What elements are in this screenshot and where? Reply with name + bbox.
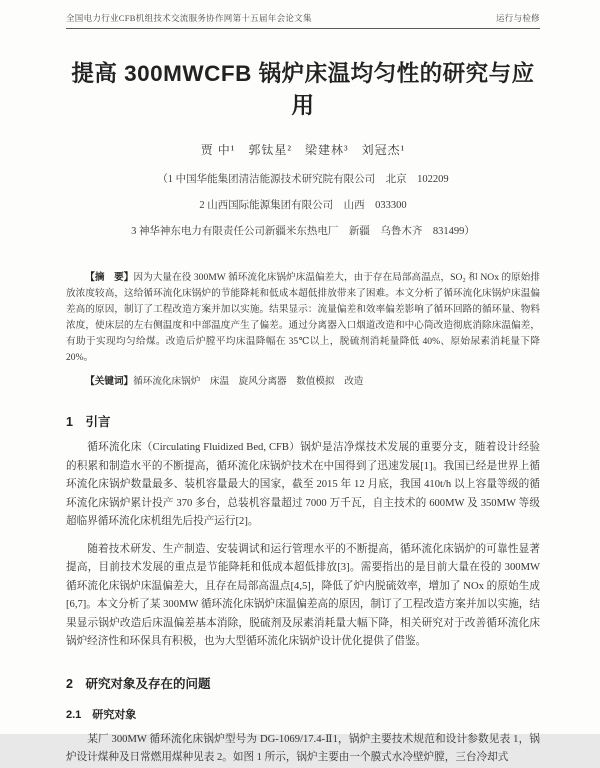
page-header <box>66 12 540 24</box>
section-1-paragraph-2: 随着技术研发、生产制造、安装调试和运行管理水平的不断提高，循环流化床锅炉的可靠性显著提高，目前技术发展的重点是节能降耗和低成本超低排放[3]。需要指出的是目前大量在役的 300MW 循环流化床锅炉床温偏差大，且存在局部高温点[4,5]，降低了炉内脱硫效率，增加了 NOx 的原始生成[6,7]。本文分析了某 300MW 循环流化床锅炉床温偏差高的原因，制订了工程改造方案并加以实施，结果显示锅炉改造后床温偏差基本消除，脱硫剂及尿素消耗量大幅下降，相关研究对于改善循环流化床锅炉经济性和环保具有积极，也为大型循环流化床锅炉设计优化提供了借鉴。 <box>66 543 540 647</box>
keywords-line <box>66 374 540 390</box>
section-2-1-heading: 2.1 研究对象 <box>66 708 137 721</box>
abstract-paragraph <box>66 270 540 366</box>
section-1-paragraph-1: 循环流化床（Circulating Fluidized Bed, CFB）锅炉是洁净煤技术发展的重要分支，随着设计经验的积累和制造水平的不断提高，循环流化床锅炉技术在中国得到了迅速发展[1]。我国已经是世界上循环流化床锅炉数量最多、装机容量最大的国家，截至 2015 年 12 月底，我国 410t/h 以上容量等级的循环流化床锅炉累计投产 370 多台，总装机容量超过 7000 万千瓦，自主技术的 600MW 及 350MW 等级超临界循环流化床机组先后投产运行[2]。 <box>66 442 540 527</box>
header-right-text: 运行与检修 <box>495 13 540 23</box>
header-divider <box>66 28 540 29</box>
affiliation-3: 3 神华神东电力有限责任公司新疆米东热电厂 新疆 乌鲁木齐 831499） <box>131 226 475 237</box>
affiliations-block <box>66 167 540 245</box>
affiliation-1: （1 中国华能集团清洁能源技术研究院有限公司 北京 102209 <box>157 174 449 185</box>
section-1-heading: 1 引言 <box>66 415 111 429</box>
paper-title: 提高 300MWCFB 锅炉床温均匀性的研究与应用 <box>71 61 535 118</box>
abstract-text: 因为大量在役 300MW 循环流化床锅炉床温偏差大，由于存在局部高温点，SO₂ 和 NOx 的原始排放浓度较高，这给循环流化床锅炉的节能降耗和低成本超低排放带来了困难。本文分析了循环流化床锅炉床温偏差高的原因，制订了工程改造方案并加以实施。结果显示：流量偏差和效率偏差影响了循环回路的循环量、物料浓度，使床层的左右侧温度和中部温度产生了偏差。通过分离器入口烟道改造和中心筒改造彻底消除床温偏差，有助于实现均匀给煤。改造后炉膛平均床温降幅在 35℃以上，脱硫剂消耗量降低 40%、原始尿素消耗量下降 20%。 <box>66 272 541 363</box>
section-2-1-paragraph-1: 某厂 300MW 循环流化床锅炉型号为 DG-1069/17.4-Ⅱ1，锅炉主要技术规范和设计参数见表 1，锅炉设计煤种及日常燃用煤种见表 2。如图 1 所示，锅炉主要由一个膜式水冷壁炉膛，三台冷却式 <box>66 733 540 763</box>
header-left-text: 全国电力行业CFB机组技术交流服务协作网第十五届年会论文集 <box>66 13 312 23</box>
authors-line: 贾 中¹ 郭钛星² 梁建林³ 刘冠杰¹ <box>200 143 406 157</box>
keywords-text: 循环流化床锅炉 床温 旋风分离器 数值模拟 改造 <box>133 376 364 387</box>
section-2-heading: 2 研究对象及存在的问题 <box>66 676 211 691</box>
keywords-label: 【关键词】 <box>85 376 134 387</box>
abstract-label: 【摘 要】 <box>85 272 134 283</box>
affiliation-2: 2 山西国际能源集团有限公司 山西 033300 <box>199 200 407 211</box>
